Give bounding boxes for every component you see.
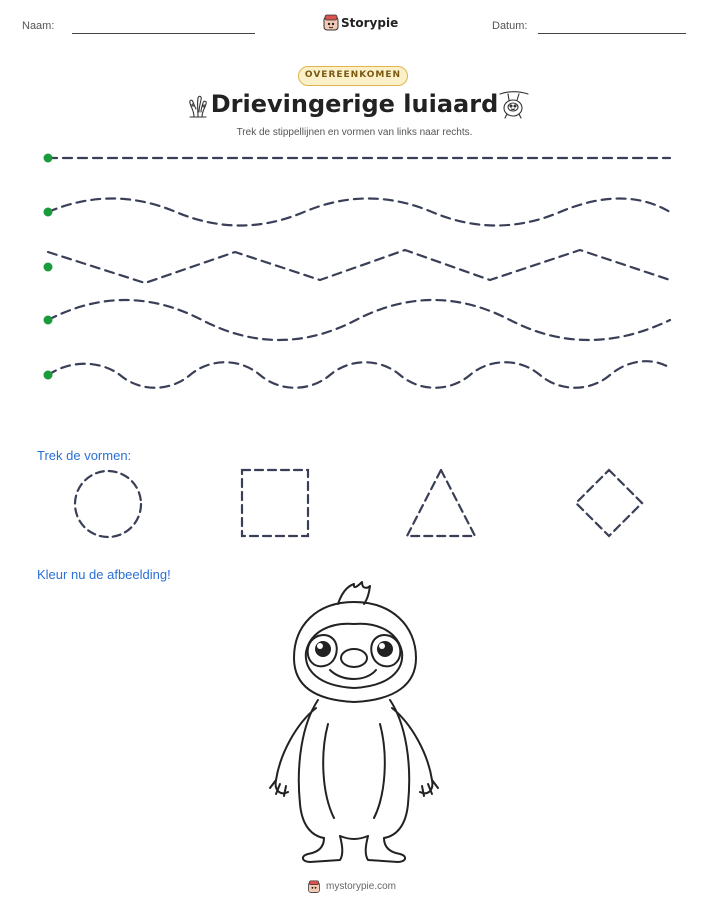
footer-url[interactable]: mystorypie.com: [326, 881, 397, 892]
hanging-sloth-icon: [497, 88, 531, 122]
page-title: Drievingerige luiaard: [210, 90, 499, 118]
shapes-section-label: Trek de vormen:: [37, 448, 132, 463]
brand-name: Storypie: [341, 16, 399, 30]
start-dot: [44, 154, 53, 163]
dashed-diamond-shape: [576, 470, 642, 536]
tracing-line-zigzag: [48, 250, 670, 283]
date-line[interactable]: [538, 33, 686, 34]
start-dot: [44, 263, 53, 272]
start-dot: [44, 208, 53, 217]
tracing-line-large-wave: [48, 300, 670, 340]
tracing-line-bumps: [48, 361, 670, 388]
tracing-shapes: [0, 460, 709, 550]
footer-logo-icon: [307, 879, 321, 893]
tracing-lines: [0, 140, 709, 410]
dashed-circle-shape: [75, 471, 141, 537]
dashed-square-shape: [242, 470, 308, 536]
coloring-section-label: Kleur nu de afbeelding!: [37, 567, 171, 582]
start-dot: [44, 316, 53, 325]
instructions: Trek de stippellijnen en vormen van links naar rechts.: [236, 127, 473, 138]
storypie-logo-icon: [322, 14, 340, 32]
name-line[interactable]: [72, 33, 255, 34]
date-label: Datum:: [492, 20, 528, 32]
tracing-line-wave: [48, 199, 670, 226]
start-dot: [44, 371, 53, 380]
dashed-triangle-shape: [407, 470, 475, 536]
name-label: Naam:: [22, 20, 55, 32]
category-badge: OVEREENKOMEN: [298, 66, 408, 86]
sloth-illustration: [250, 574, 460, 864]
